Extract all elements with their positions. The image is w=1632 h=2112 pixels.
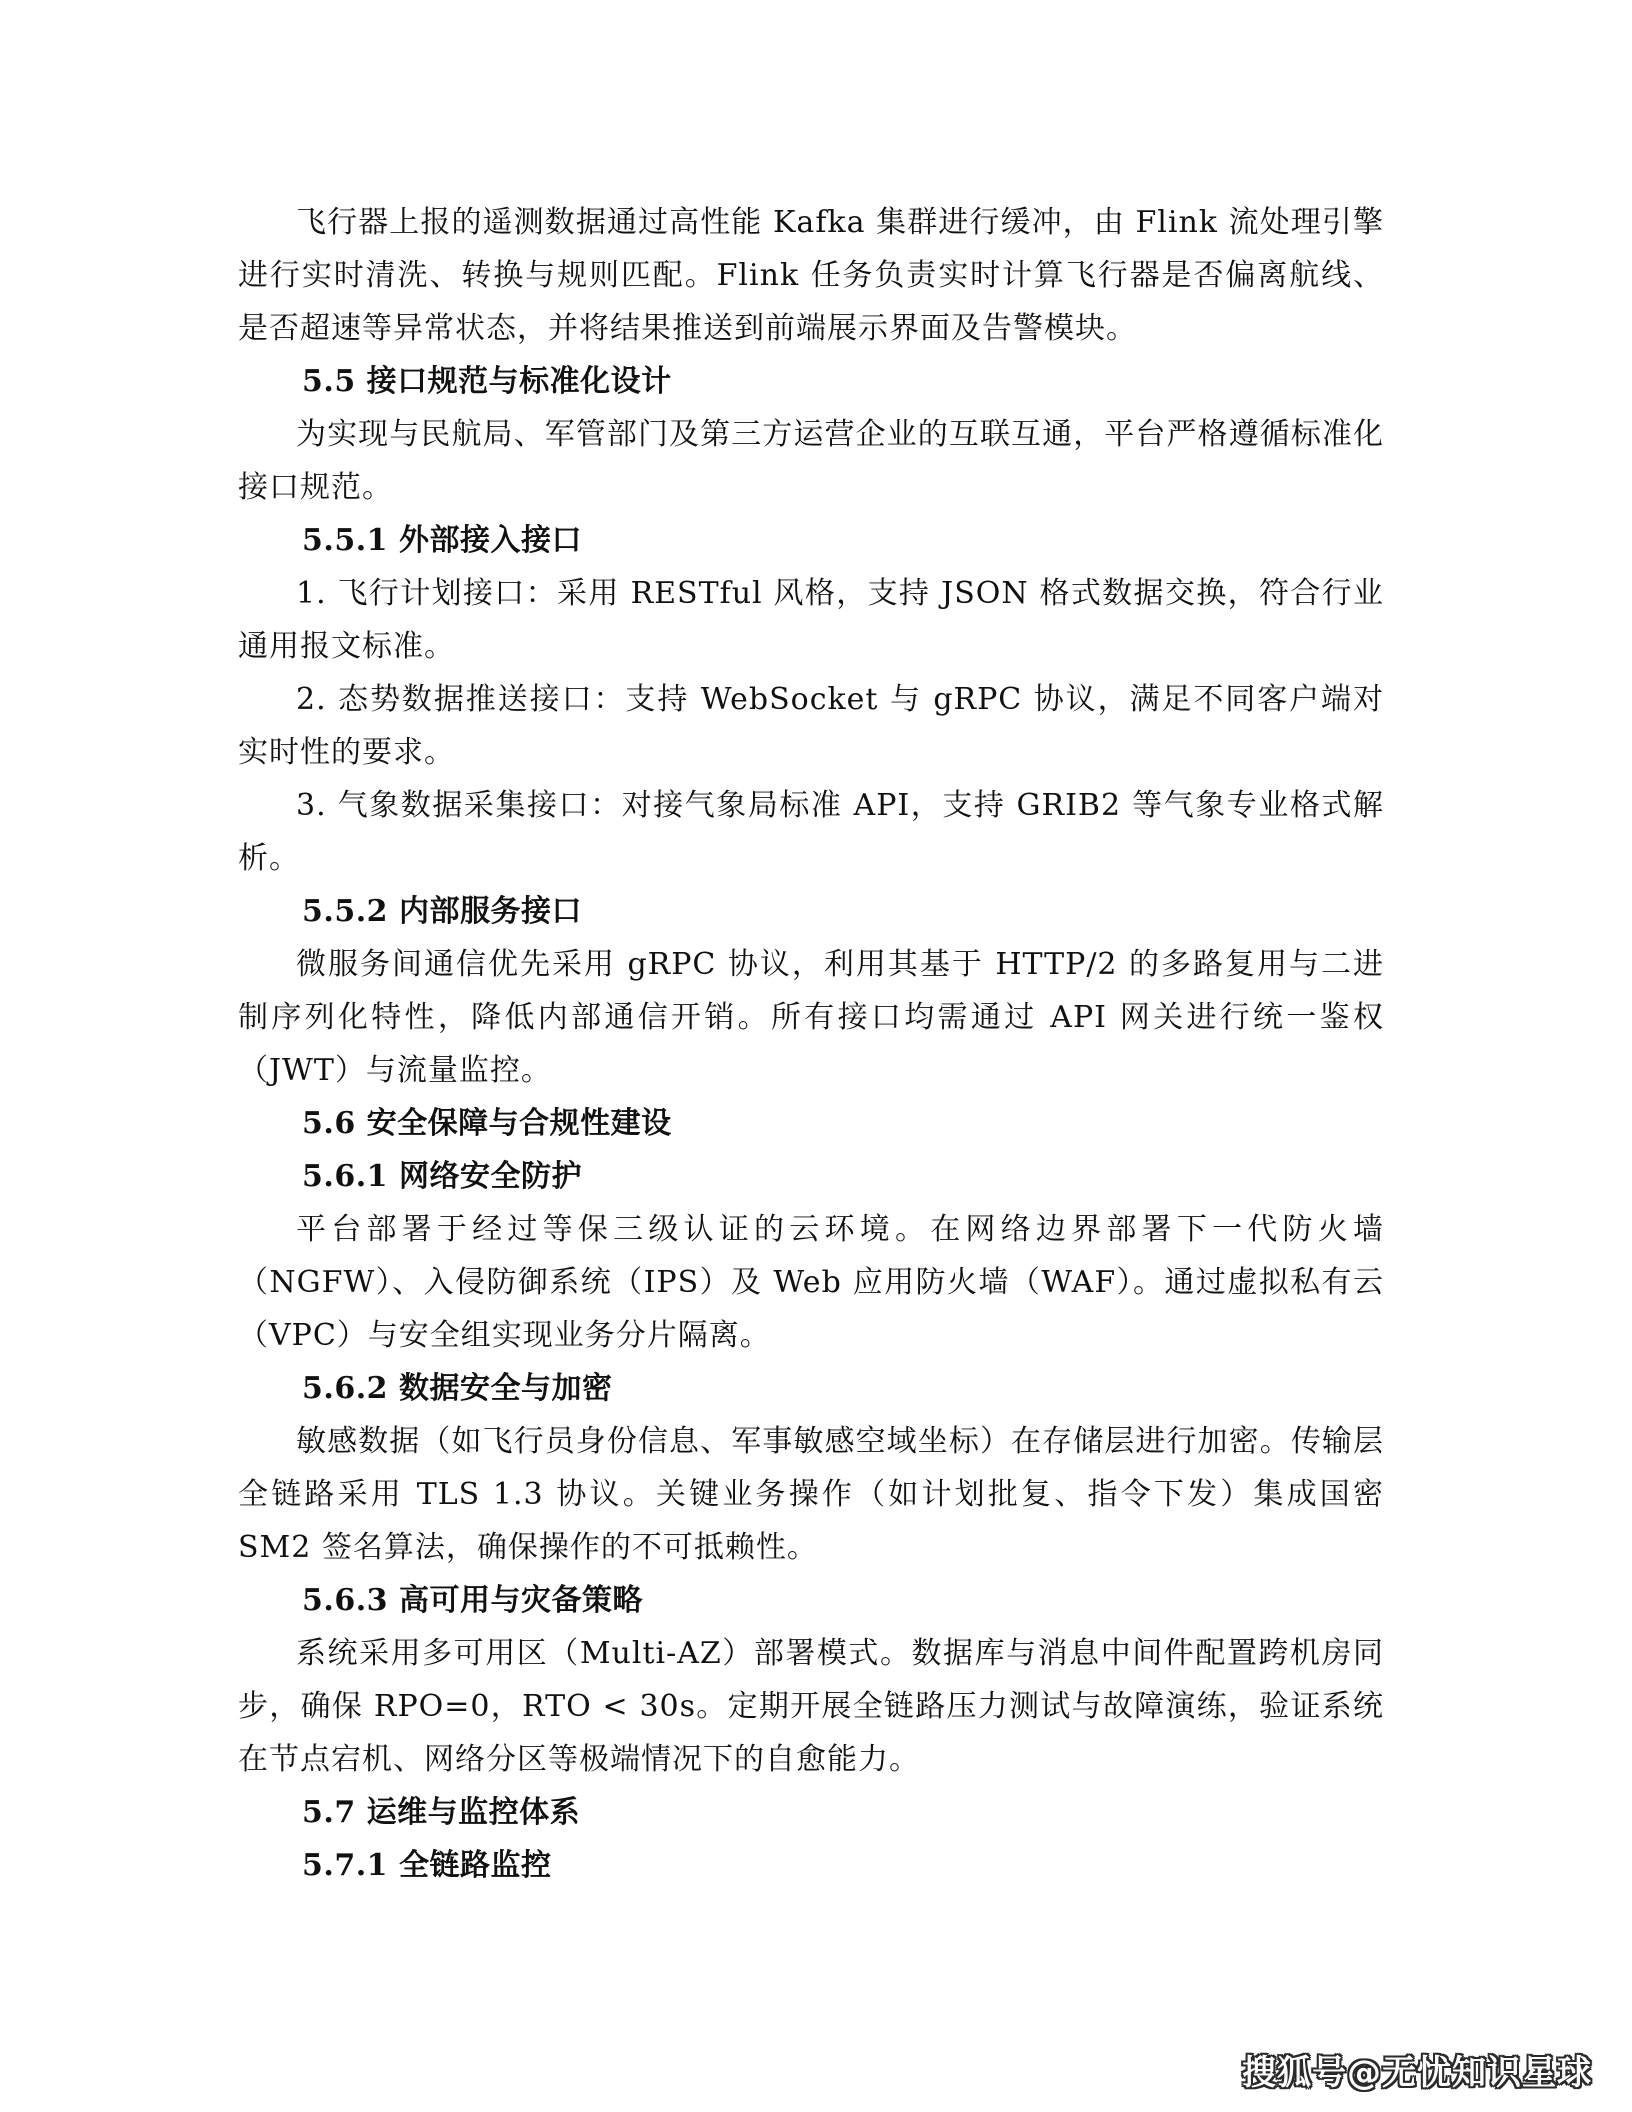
paragraph-network-security: 平台部署于经过等保三级认证的云环境。在网络边界部署下一代防火墙（NGFW）、入侵防御系统（IPS）及 Web 应用防火墙（WAF）。通过虚拟私有云（VPC）与安全组实现业务分片隔离。 [238, 1212, 1384, 1353]
paragraph-interface-intro: 为实现与民航局、军管部门及第三方运营企业的互联互通，平台严格遵循标准化接口规范。 [238, 417, 1384, 505]
document-body [238, 196, 1384, 1892]
paragraph-telemetry-processing: 飞行器上报的遥测数据通过高性能 Kafka 集群进行缓冲，由 Flink 流处理引擎进行实时清洗、转换与规则匹配。Flink 任务负责实时计算飞行器是否偏离航线、是否超速等异常状态，并将结果推送到前端展示界面及告警模块。 [238, 205, 1384, 346]
list-item-flight-plan-interface: 1. 飞行计划接口：采用 RESTful 风格，支持 JSON 格式数据交换，符合行业通用报文标准。 [238, 576, 1384, 664]
watermark: 搜狐号@无忧知识星球 [1242, 2053, 1592, 2093]
heading-5-5-1: 5.5.1 外部接入接口 [302, 523, 582, 558]
heading-5-7: 5.7 运维与监控体系 [302, 1795, 581, 1830]
paragraph-internal-services: 微服务间通信优先采用 gRPC 协议，利用其基于 HTTP/2 的多路复用与二进制序列化特性，降低内部通信开销。所有接口均需通过 API 网关进行统一鉴权（JWT）与流量监控。 [238, 947, 1384, 1088]
list-item-situation-push-interface: 2. 态势数据推送接口：支持 WebSocket 与 gRPC 协议，满足不同客户端对实时性的要求。 [238, 682, 1384, 770]
heading-5-7-1: 5.7.1 全链路监控 [302, 1848, 552, 1883]
paragraph-data-encryption: 敏感数据（如飞行员身份信息、军事敏感空域坐标）在存储层进行加密。传输层全链路采用 TLS 1.3 协议。关键业务操作（如计划批复、指令下发）集成国密 SM2 签名算法，确保操作的不可抵赖性。 [238, 1424, 1384, 1565]
paragraph-high-availability: 系统采用多可用区（Multi-AZ）部署模式。数据库与消息中间件配置跨机房同步，确保 RPO=0，RTO < 30s。定期开展全链路压力测试与故障演练，验证系统在节点宕机、网络分区等极端情况下的自愈能力。 [238, 1636, 1384, 1777]
heading-5-6-2: 5.6.2 数据安全与加密 [302, 1371, 613, 1406]
list-item-weather-interface: 3. 气象数据采集接口：对接气象局标准 API，支持 GRIB2 等气象专业格式解析。 [238, 788, 1384, 876]
heading-5-6-3: 5.6.3 高可用与灾备策略 [302, 1583, 643, 1618]
heading-5-6: 5.6 安全保障与合规性建设 [302, 1106, 672, 1141]
heading-5-5-2: 5.5.2 内部服务接口 [302, 894, 582, 929]
heading-5-6-1: 5.6.1 网络安全防护 [302, 1159, 582, 1194]
heading-5-5: 5.5 接口规范与标准化设计 [302, 364, 672, 399]
